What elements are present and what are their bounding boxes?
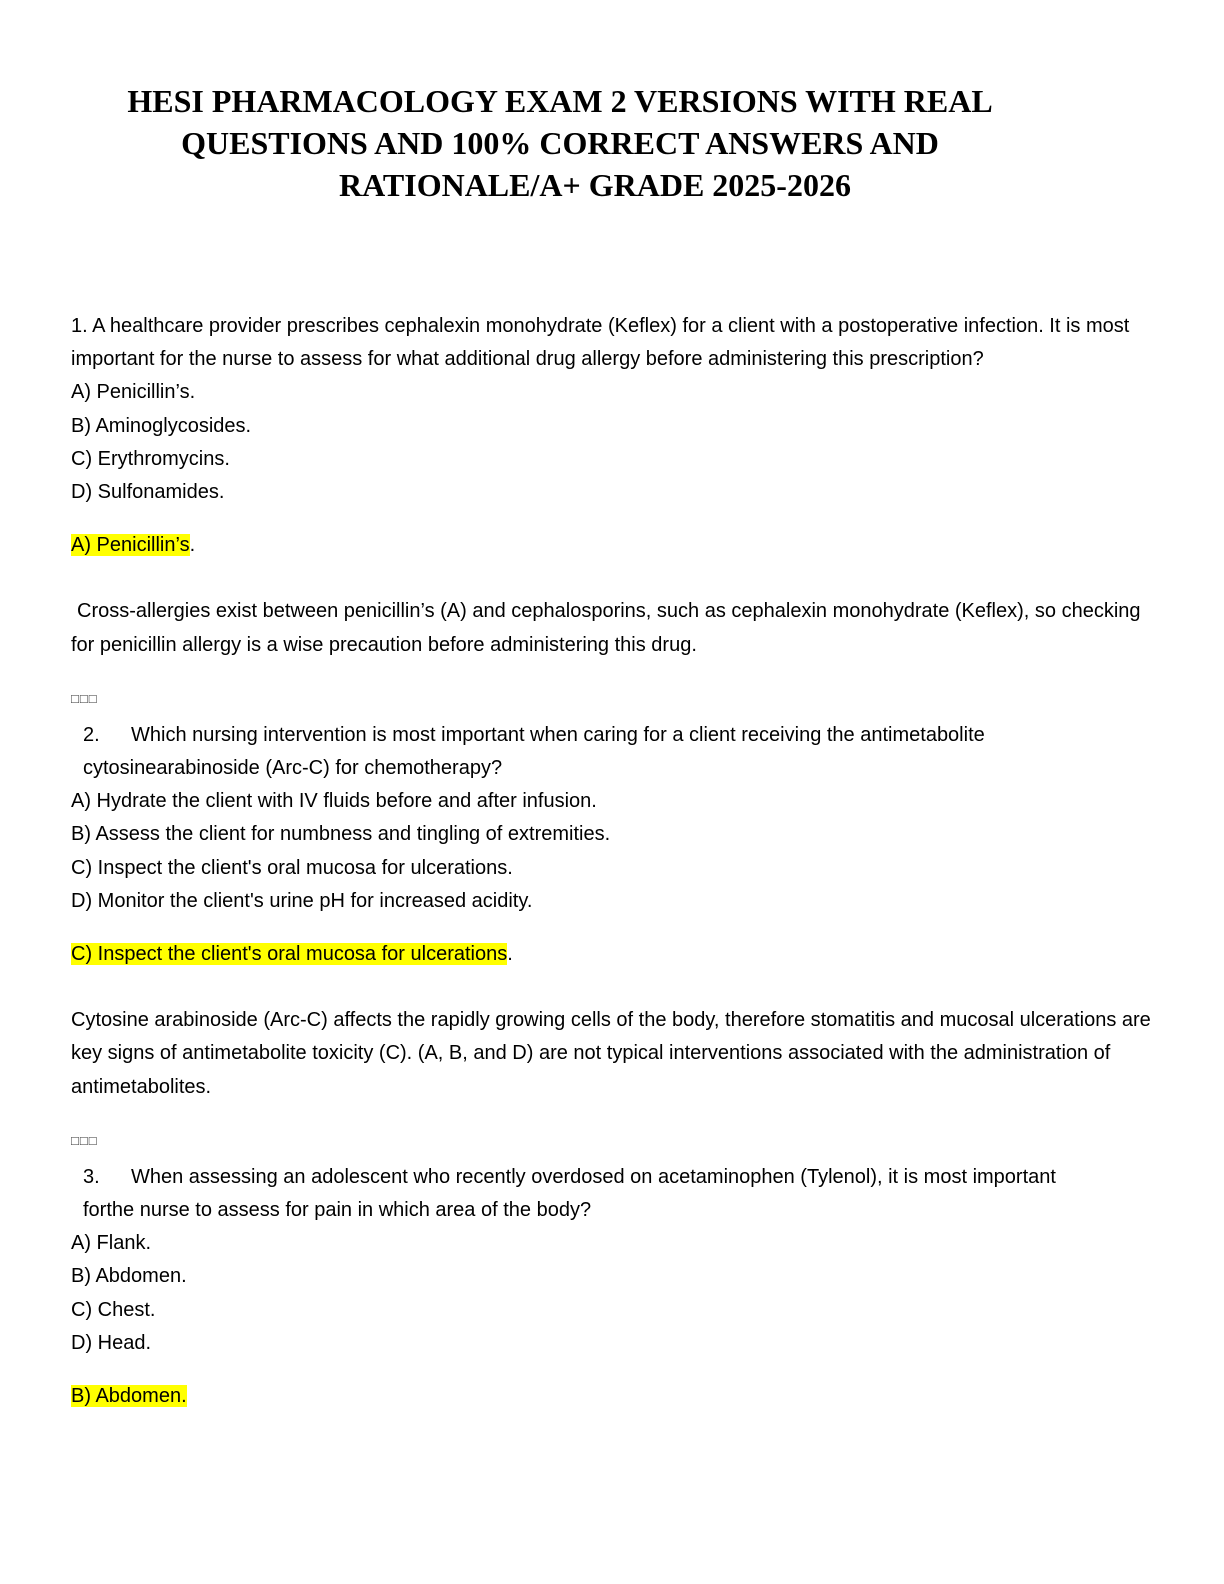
answer-highlight: B) Abdomen. [71,1385,187,1408]
question-2-stem [71,719,1161,752]
question-3-stem-line-1: When assessing an adolescent who recently overdosed on acetaminophen (Tylenol), it is most important [131,1165,1056,1188]
question-2-number: 2. [83,723,100,746]
question-3-number: 3. [83,1165,100,1188]
separator-glyphs: □□□ [71,690,98,706]
title-line-1: HESI PHARMACOLOGY EXAM 2 VERSIONS WITH REAL [127,83,993,119]
question-3-option-a: A) Flank. [71,1232,152,1255]
document-body [71,310,1161,1413]
document-title [60,80,1060,206]
question-2-rationale: Cytosine arabinoside (Arc-C) affects the rapidly growing cells of the body, therefore stomatitis and mucosal ulcerations are key signs of antimetabolite toxicity (C). (A, B, and D) are not typical interventions associated with the administration of antimetabolites. [71,1009,1151,1098]
question-2-option-a: A) Hydrate the client with IV fluids before and after infusion. [71,790,597,813]
question-2-option-c: C) Inspect the client's oral mucosa for ulcerations. [71,856,513,879]
question-1-option-d: D) Sulfonamides. [71,481,225,504]
question-1-rationale: Cross-allergies exist between penicillin’s (A) and cephalosporins, such as cephalexin monohydrate (Keflex), so checking for penicillin allergy is a wise precaution before administering this drug. [71,600,1141,656]
question-3-option-b: B) Abdomen. [71,1265,187,1288]
question-1-option-c: C) Erythromycins. [71,447,230,470]
title-line-2: QUESTIONS AND 100% CORRECT ANSWERS AND [181,125,939,161]
question-3-option-c: C) Chest. [71,1298,156,1321]
question-2-stem-line-1: Which nursing intervention is most important when caring for a client receiving the antimetabolite [131,723,985,746]
question-1-answer: A) Penicillin’s. [71,534,196,557]
question-3-option-d: D) Head. [71,1331,152,1354]
question-2-answer: C) Inspect the client's oral mucosa for ulcerations. [71,943,513,966]
separator-glyphs: □□□ [71,1132,98,1148]
answer-highlight: A) Penicillin’s [71,534,190,557]
question-1-stem: 1. A healthcare provider prescribes cephalexin monohydrate (Keflex) for a client with a postoperative infection. It is most important for the nurse to assess for what additional drug allergy before administering this prescription? [71,315,1130,371]
title-line-3: RATIONALE/A+ GRADE 2025-2026 [339,167,851,203]
question-3-stem-line-2: forthe nurse to assess for pain in which area of the body? [83,1199,592,1222]
question-3-answer [71,1380,1161,1413]
question-2-stem-line-2: cytosinearabinoside (Arc-C) for chemotherapy? [83,757,503,780]
question-2-option-b: B) Assess the client for numbness and tingling of extremities. [71,823,611,846]
question-1-option-b: B) Aminoglycosides. [71,414,252,437]
question-2-option-d: D) Monitor the client's urine pH for increased acidity. [71,889,533,912]
question-1-option-a: A) Penicillin’s. [71,381,196,404]
answer-highlight: C) Inspect the client's oral mucosa for ulcerations [71,943,508,966]
question-3-stem [71,1161,1161,1194]
